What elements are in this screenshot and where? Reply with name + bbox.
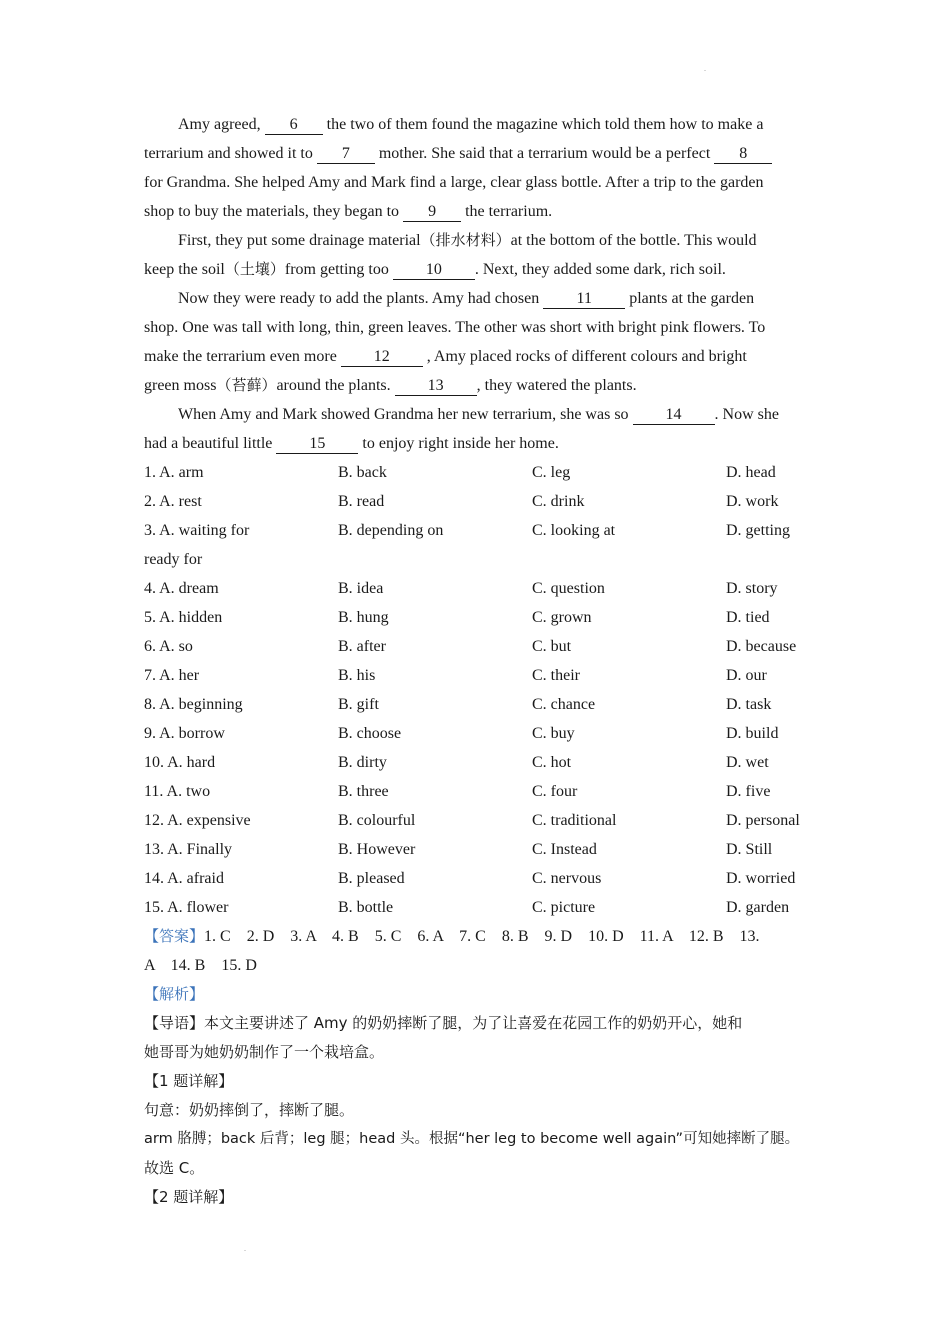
question-row: 4. A. dream B. idea C. question D. story: [144, 580, 778, 597]
passage-line: First, they put some drainage material（排水材料）at the bottom of the bottle. This would: [178, 231, 757, 249]
q1-explanation: arm 胳膊；back 后背；leg 腿；head 头。根据“her leg to become well again”可知她摔断了腿。: [144, 1131, 800, 1147]
passage-line: Amy agreed, 6 the two of them found the magazine which told them how to make a: [178, 116, 764, 133]
blank-12: 12: [341, 348, 423, 367]
question-row: 10. A. hard B. dirty C. hot D. wet: [144, 754, 769, 771]
question-row: 9. A. borrow B. choose C. buy D. build: [144, 725, 779, 742]
blank-7: 7: [317, 145, 375, 164]
passage-line: terrarium and showed it to 7 mother. She said that a terrarium would be a perfect 8: [144, 139, 816, 168]
page-mark: .: [244, 1244, 246, 1253]
question-row: 13. A. Finally B. However C. Instead D. Still: [144, 841, 773, 858]
question-row-wrap: ready for: [144, 551, 203, 568]
question-row: 11. A. two B. three C. four D. five: [144, 783, 771, 800]
worksheet-page: [144, 110, 816, 1212]
passage-line: Now they were ready to add the plants. Amy had chosen 11 plants at the garden: [178, 290, 755, 307]
blank-8: 8: [714, 145, 772, 164]
q1-heading: 【1 题详解】: [144, 1072, 234, 1090]
question-row: 8. A. beginning B. gift C. chance D. task: [144, 696, 772, 713]
q1-conclusion: 故选 C。: [144, 1159, 205, 1177]
blank-11: 11: [543, 290, 625, 309]
passage-line: When Amy and Mark showed Grandma her new terrarium, she was so 14 . Now she: [178, 406, 779, 423]
question-row: 1. A. arm B. back C. leg D. head: [144, 464, 776, 481]
question-row: 3. A. waiting for B. depending on C. looking at D. getting: [144, 522, 790, 539]
options-list: [144, 458, 816, 922]
answer-line-cont: A 14. B 15. D: [144, 957, 257, 974]
question-row: 5. A. hidden B. hung C. grown D. tied: [144, 609, 770, 626]
passage-line: green moss（苔藓）around the plants. 13 , they watered the plants.: [144, 376, 637, 394]
blank-14: 14: [633, 406, 715, 425]
question-row: 6. A. so B. after C. but D. because: [144, 638, 797, 655]
analysis-intro-cont: 她哥哥为她奶奶制作了一个栽培盒。: [144, 1043, 385, 1061]
answer-line: 【答案】1. C 2. D 3. A 4. B 5. C 6. A 7. C 8. B 9. D 10. D 11. A 12. B 13.: [144, 927, 760, 945]
passage-line: make the terrarium even more 12 , Amy placed rocks of different colours and bright: [144, 348, 747, 365]
blank-9: 9: [403, 203, 461, 222]
analysis-label: 【解析】: [144, 985, 205, 1003]
blank-10: 10: [393, 261, 475, 280]
blank-6: 6: [265, 116, 323, 135]
page-mark: .: [704, 64, 706, 73]
passage-line: shop to buy the materials, they began to 9 the terrarium.: [144, 203, 553, 220]
answer-label: 【答案】: [144, 927, 205, 945]
question-row: 7. A. her B. his C. their D. our: [144, 667, 767, 684]
q1-meaning: 句意：奶奶摔倒了，摔断了腿。: [144, 1101, 355, 1119]
q2-heading: 【2 题详解】: [144, 1188, 234, 1206]
question-row: 14. A. afraid B. pleased C. nervous D. worried: [144, 870, 796, 887]
passage-line: for Grandma. She helped Amy and Mark find a large, clear glass bottle. After a trip to the garden: [144, 174, 764, 191]
passage-line: shop. One was tall with long, thin, green leaves. The other was short with bright pink flowers. To: [144, 319, 766, 336]
blank-15: 15: [276, 435, 358, 454]
passage-line: had a beautiful little 15 to enjoy right inside her home.: [144, 435, 559, 452]
question-row: 12. A. expensive B. colourful C. traditional D. personal: [144, 812, 800, 829]
passage-line: keep the soil（土壤）from getting too 10 . Next, they added some dark, rich soil.: [144, 260, 726, 278]
analysis-intro: 【导语】本文主要讲述了 Amy 的奶奶摔断了腿，为了让喜爱在花园工作的奶奶开心，她和: [144, 1014, 743, 1032]
blank-13: 13: [395, 377, 477, 396]
question-row: 15. A. flower B. bottle C. picture D. garden: [144, 899, 790, 916]
question-row: 2. A. rest B. read C. drink D. work: [144, 493, 779, 510]
